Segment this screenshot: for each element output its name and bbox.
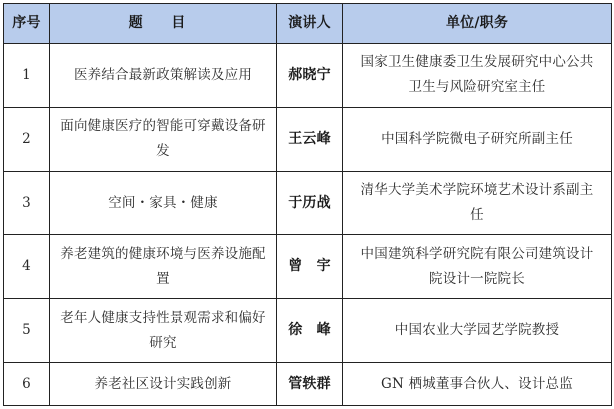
table-row: [4, 363, 612, 406]
cell-no: 6: [4, 363, 50, 406]
cell-topic: 老年人健康支持性景观需求和偏好研究: [50, 299, 277, 363]
header-speaker: 演讲人: [277, 4, 343, 44]
cell-speaker: 于历战: [277, 171, 343, 235]
cell-org: 中国科学院微电子研究所副主任: [343, 107, 612, 171]
header-row: [4, 4, 612, 44]
cell-speaker: 王云峰: [277, 107, 343, 171]
cell-speaker: 管轶群: [277, 363, 343, 406]
cell-topic: 养老建筑的健康环境与医养设施配置: [50, 235, 277, 299]
cell-org: 中国建筑科学研究院有限公司建筑设计院设计一院院长: [343, 235, 612, 299]
cell-speaker: 郝晓宁: [277, 44, 343, 108]
table-header: [4, 4, 612, 44]
header-topic: 题 目: [50, 4, 277, 44]
table-row: [4, 171, 612, 235]
cell-org: GN 栖城董事合伙人、设计总监: [343, 363, 612, 406]
cell-org: 国家卫生健康委卫生发展研究中心公共卫生与风险研究室主任: [343, 44, 612, 108]
cell-speaker: 曾 宇: [277, 235, 343, 299]
table-row: [4, 299, 612, 363]
header-org: 单位/职务: [343, 4, 612, 44]
cell-no: 2: [4, 107, 50, 171]
cell-org: 清华大学美术学院环境艺术设计系副主任: [343, 171, 612, 235]
schedule-sheet: [3, 3, 611, 406]
cell-topic: 空间・家具・健康: [50, 171, 277, 235]
cell-org: 中国农业大学园艺学院教授: [343, 299, 612, 363]
cell-topic: 医养结合最新政策解读及应用: [50, 44, 277, 108]
table-row: [4, 107, 612, 171]
cell-no: 5: [4, 299, 50, 363]
cell-topic: 面向健康医疗的智能可穿戴设备研发: [50, 107, 277, 171]
table-body: [4, 44, 612, 406]
cell-no: 4: [4, 235, 50, 299]
cell-speaker: 徐 峰: [277, 299, 343, 363]
cell-no: 3: [4, 171, 50, 235]
cell-no: 1: [4, 44, 50, 108]
speaker-schedule-table: [3, 3, 612, 406]
table-row: [4, 44, 612, 108]
cell-topic: 养老社区设计实践创新: [50, 363, 277, 406]
header-no: 序号: [4, 4, 50, 44]
table-row: [4, 235, 612, 299]
